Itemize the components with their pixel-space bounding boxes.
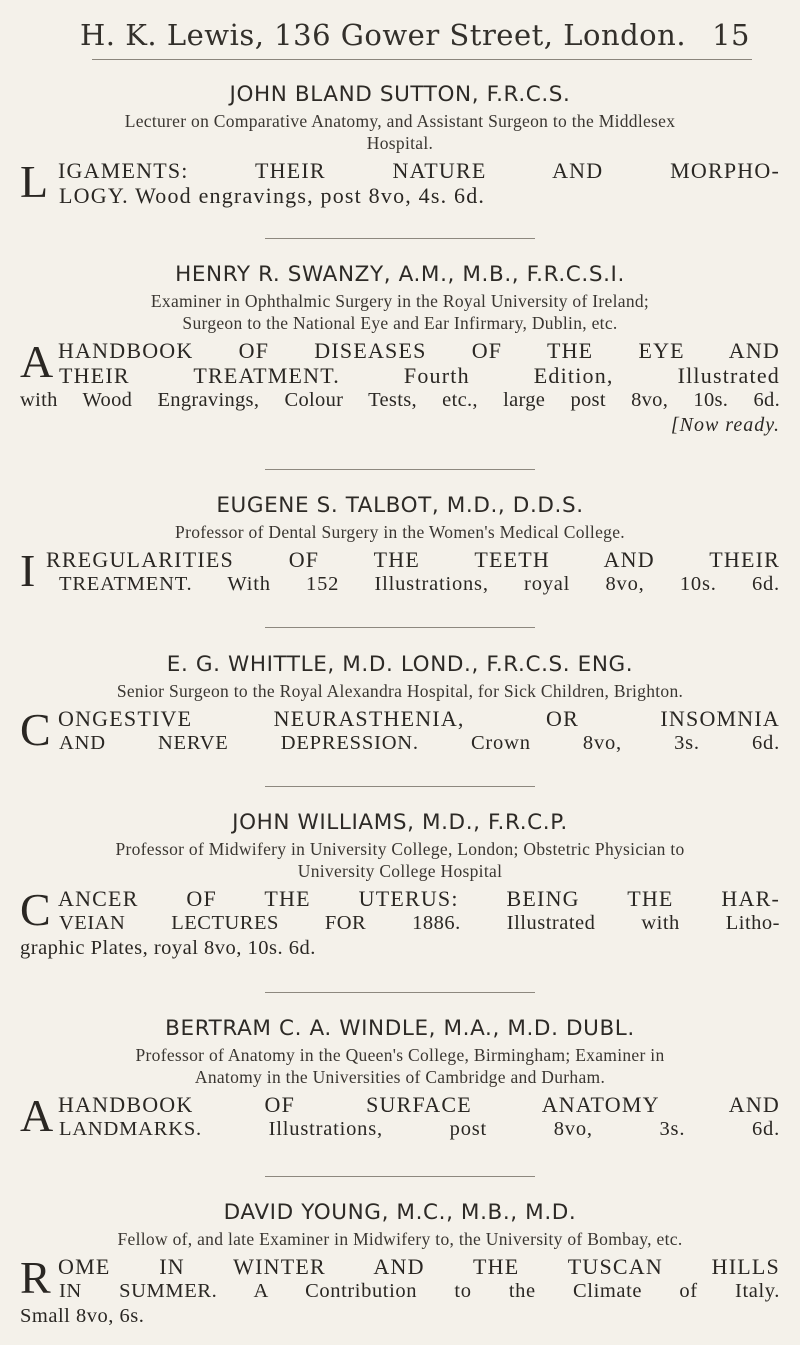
- separator-rule: [265, 627, 535, 628]
- title-line: VEIAN LECTURES FOR 1886. Illustrated with Litho-: [59, 912, 780, 934]
- title-line: ONGESTIVE NEURASTHENIA, OR INSOMNIA: [58, 706, 780, 731]
- book-title: [20, 1254, 780, 1329]
- title-line: LOGY. Wood engravings, post 8vo, 4s. 6d.: [59, 183, 486, 208]
- publisher-line: H. K. Lewis, 136 Gower Street, London.: [80, 18, 687, 52]
- title-line: graphic Plates, royal 8vo, 10s. 6d.: [20, 937, 316, 959]
- separator-rule: [265, 469, 535, 470]
- description-line: Anatomy in the Universities of Cambridge and Durham.: [194, 1067, 606, 1087]
- drop-cap: A: [20, 1090, 54, 1141]
- description-line: Surgeon to the National Eye and Ear Infirmary, Dublin, etc.: [182, 313, 618, 333]
- title-line: TREATMENT. With 152 Illustrations, royal 8vo, 10s. 6d.: [59, 573, 780, 595]
- author-description: [20, 290, 780, 334]
- description-line: Examiner in Ophthalmic Surgery in the Royal University of Ireland;: [150, 291, 650, 311]
- description-line: Professor of Midwifery in University College, London; Obstetric Physician to: [115, 839, 685, 859]
- description-line: Fellow of, and late Examiner in Midwifery to, the University of Bombay, etc.: [117, 1229, 683, 1249]
- book-title: [20, 547, 780, 597]
- title-line: AND NERVE DEPRESSION. Crown 8vo, 3s. 6d.: [59, 732, 780, 754]
- title-line: IN SUMMER. A Contribution to the Climate of Italy.: [59, 1280, 780, 1302]
- author-description: [20, 838, 780, 882]
- drop-cap: C: [20, 884, 51, 935]
- author-description: [20, 521, 780, 543]
- availability-note: [Now ready.: [670, 414, 780, 436]
- catalogue-entry: [20, 82, 780, 208]
- author-name: JOHN WILLIAMS, M.D., F.R.C.P.: [232, 810, 568, 835]
- drop-cap: L: [20, 156, 49, 207]
- author-description: [20, 110, 780, 154]
- author-name: DAVID YOUNG, M.C., M.B., M.D.: [223, 1200, 577, 1225]
- author-name: E. G. WHITTLE, M.D. LOND., F.R.C.S. ENG.: [166, 652, 634, 677]
- author-description: [20, 680, 780, 702]
- title-line: with Wood Engravings, Colour Tests, etc., large post 8vo, 10s. 6d.: [20, 389, 780, 411]
- catalogue-entry: [20, 493, 780, 597]
- author-description: [20, 1044, 780, 1088]
- running-head: [80, 18, 750, 52]
- drop-cap: R: [20, 1252, 51, 1303]
- separator-rule: [265, 238, 535, 239]
- title-line: Small 8vo, 6s.: [20, 1305, 145, 1327]
- title-line: THEIR TREATMENT. Fourth Edition, Illustrated: [59, 363, 780, 388]
- catalogue-entry: [20, 262, 780, 437]
- title-line: LANDMARKS. Illustrations, post 8vo, 3s. 6d.: [59, 1118, 780, 1140]
- page-number: 15: [712, 18, 750, 52]
- catalogue-entry: [20, 652, 780, 756]
- author-name: HENRY R. SWANZY, A.M., M.B., F.R.C.S.I.: [175, 262, 625, 287]
- drop-cap: I: [20, 545, 36, 596]
- author-description: [20, 1228, 780, 1250]
- description-line: Hospital.: [366, 133, 434, 153]
- header-rule: [92, 59, 752, 60]
- book-title: [20, 1092, 780, 1142]
- drop-cap: A: [20, 336, 54, 387]
- description-line: Professor of Anatomy in the Queen's College, Birmingham; Examiner in: [135, 1045, 665, 1065]
- book-title: [20, 158, 780, 208]
- separator-rule: [265, 1176, 535, 1177]
- title-line: HANDBOOK OF DISEASES OF THE EYE AND: [58, 338, 780, 363]
- title-line: RREGULARITIES OF THE TEETH AND THEIR: [46, 547, 780, 572]
- separator-rule: [265, 786, 535, 787]
- description-line: University College Hospital: [297, 861, 503, 881]
- author-name: BERTRAM C. A. WINDLE, M.A., M.D. DUBL.: [165, 1016, 635, 1041]
- catalogue-entry: [20, 1200, 780, 1329]
- book-title: [20, 706, 780, 756]
- author-name: JOHN BLAND SUTTON, F.R.C.S.: [229, 82, 571, 107]
- drop-cap: C: [20, 704, 51, 755]
- title-line: IGAMENTS: THEIR NATURE AND MORPHO-: [58, 158, 780, 183]
- catalogue-entry: [20, 810, 780, 961]
- author-name: EUGENE S. TALBOT, M.D., D.D.S.: [216, 493, 584, 518]
- title-line: ANCER OF THE UTERUS: BEING THE HAR-: [58, 886, 780, 911]
- title-line: OME IN WINTER AND THE TUSCAN HILLS: [58, 1254, 780, 1279]
- catalogue-entry: [20, 1016, 780, 1142]
- separator-rule: [265, 992, 535, 993]
- description-line: Senior Surgeon to the Royal Alexandra Hospital, for Sick Children, Brighton.: [116, 681, 684, 701]
- title-line: HANDBOOK OF SURFACE ANATOMY AND: [58, 1092, 780, 1117]
- book-title: [20, 338, 780, 437]
- description-line: Professor of Dental Surgery in the Women's Medical College.: [175, 522, 625, 542]
- description-line: Lecturer on Comparative Anatomy, and Assistant Surgeon to the Middlesex: [124, 111, 676, 131]
- book-title: [20, 886, 780, 961]
